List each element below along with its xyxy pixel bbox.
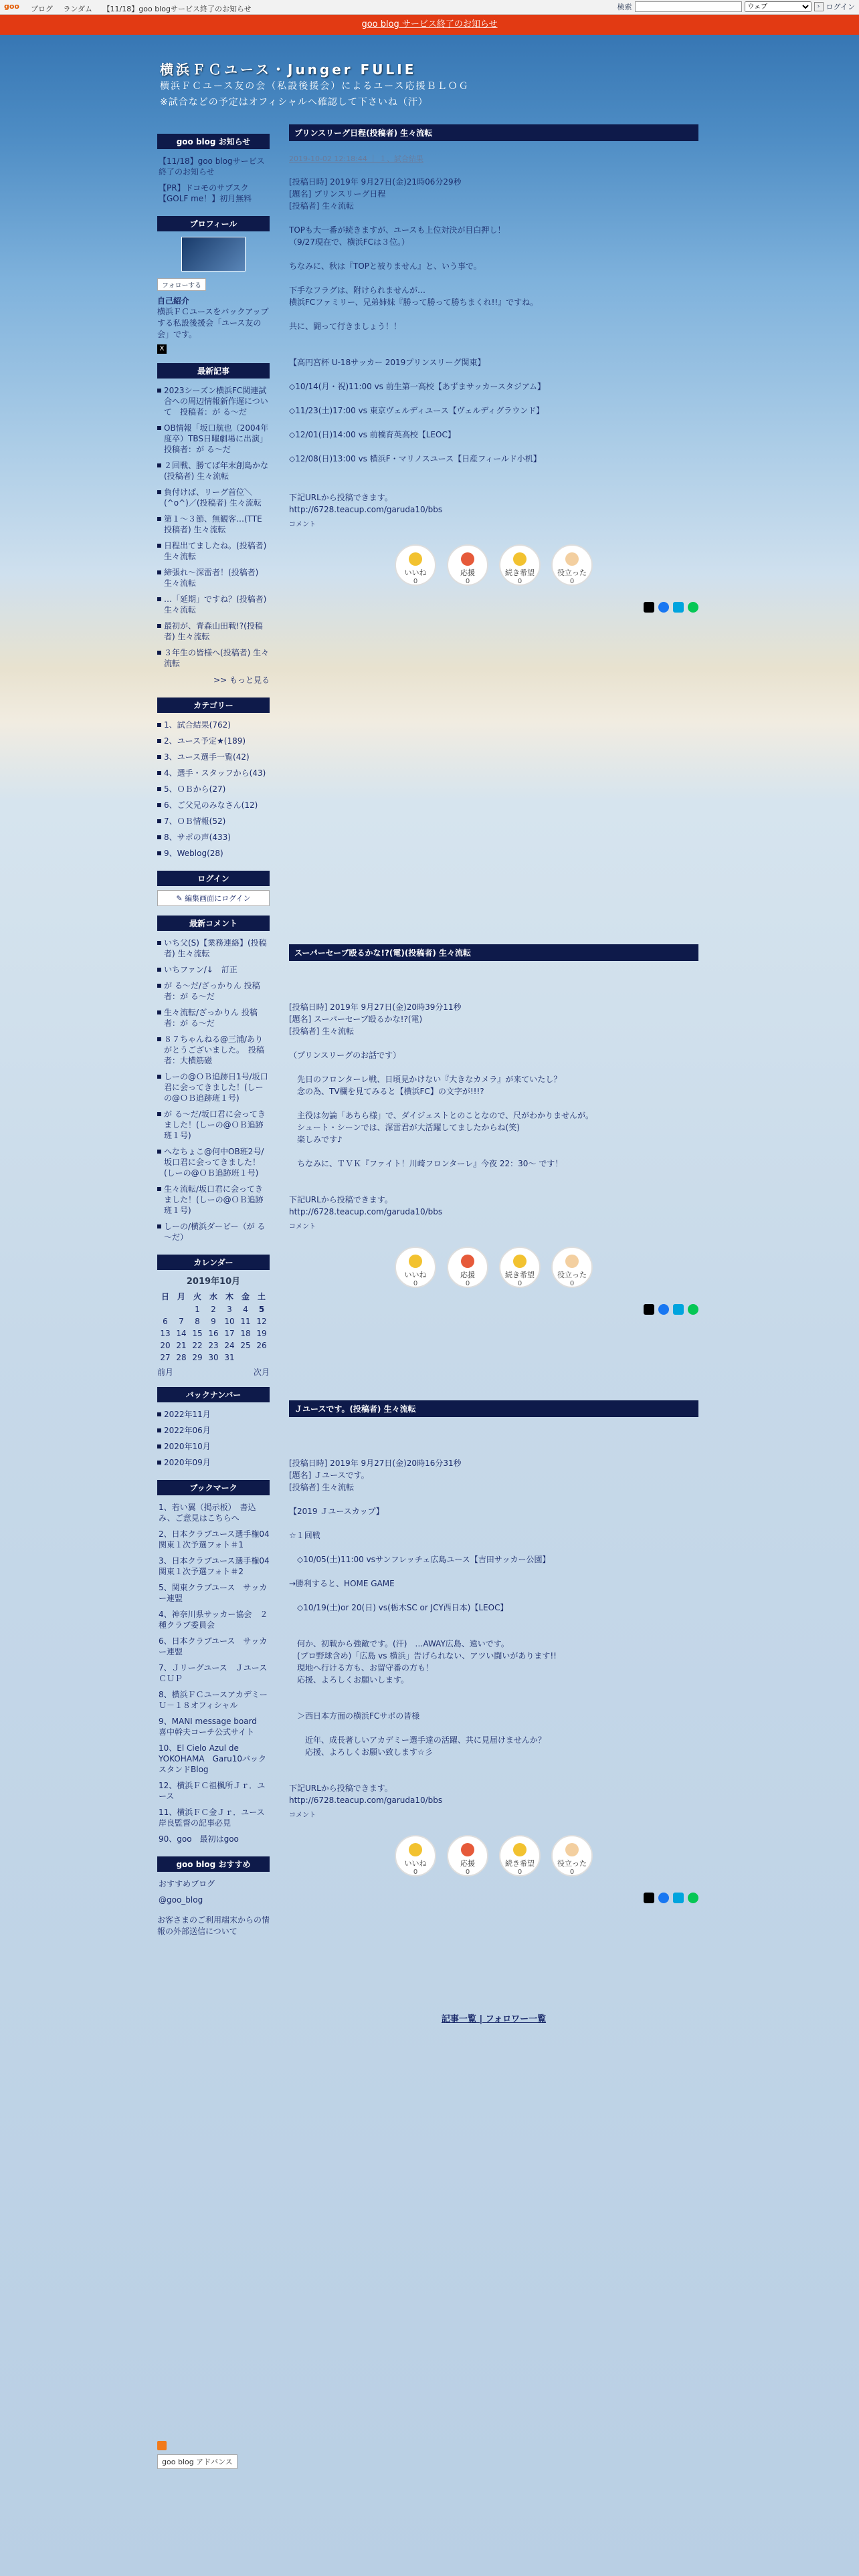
- sidebar: [157, 134, 278, 1947]
- goo-topbar: [0, 0, 859, 15]
- login-link[interactable]: ログイン: [826, 3, 855, 11]
- goo-news-heading: goo blog お知らせ: [157, 134, 270, 149]
- comment-item[interactable]: 生々流転/坂口君に会ってきました！(しーの@ＯＢ追跡班１号): [157, 1181, 270, 1218]
- bookmark-item[interactable]: 6、日本クラブユース サッカー連盟: [159, 1636, 268, 1656]
- x-share-icon[interactable]: [644, 602, 654, 613]
- profile-heading: プロフィール: [157, 216, 270, 231]
- goo-news-item[interactable]: 【11/18】goo blogサービス終了のお知らせ: [159, 156, 265, 177]
- login-box: [157, 871, 270, 906]
- recent-post-item[interactable]: OB情報「坂口航也（2004年度卒）TBS日曜劇場に出演」 投稿者：が る～だ: [157, 420, 270, 457]
- reaction-buttons: [289, 1835, 698, 1876]
- search-label: 検索: [617, 3, 632, 11]
- follow-button[interactable]: フォローする: [157, 278, 206, 291]
- post-3: [289, 1400, 698, 1903]
- reaction-like-button[interactable]: いいね 0: [395, 1247, 436, 1288]
- advance-badge[interactable]: goo blog アドバンス: [157, 2454, 237, 2469]
- thumbs-up-icon: [409, 1255, 422, 1268]
- reaction-useful-button[interactable]: 役立った 0: [551, 1247, 593, 1288]
- post-footer: 下記URLから投稿できます。 http://6728.teacup.com/garuda10/bbs: [289, 1195, 443, 1216]
- calendar-heading: カレンダー: [157, 1255, 270, 1270]
- recent-post-item[interactable]: ２回戦、勝てば年末創島かな(投稿者) 生々流転: [157, 457, 270, 484]
- reaction-cheer-button[interactable]: 応援 0: [447, 1247, 488, 1288]
- reaction-buttons: [289, 544, 698, 586]
- footer-links[interactable]: 記事一覧 | フォロワー一覧: [441, 2014, 547, 2024]
- reaction-buttons: [289, 1247, 698, 1288]
- heart-eyes-icon: [513, 1843, 527, 1856]
- post-footer: 下記URLから投稿できます。 http://6728.teacup.com/garuda10/bbs: [289, 1784, 443, 1805]
- comments-heading: 最新コメント: [157, 916, 270, 931]
- edit-login-label: 編集画面にログイン: [185, 894, 251, 903]
- post-meta[interactable]: 2019-10-02 12:18:44 ｜ １、試合結果: [289, 154, 423, 163]
- bookmark-item[interactable]: 2、日本クラブユース選手権04 関東１次予選フォト＃1: [159, 1529, 278, 1549]
- blog-description: 横浜ＦＣユース友の会（私設後援会）によるユース応援ＢＬＯＧ: [160, 81, 470, 92]
- recent-post-item[interactable]: 2023シーズン横浜FC関連試合への周辺情報新作遅について 投稿者：が る～だ: [157, 383, 270, 420]
- bookmark-item[interactable]: 7、Ｊリーグユース ＪユースＣＵＰ: [159, 1663, 268, 1683]
- category-item[interactable]: 7、ＯＢ情報(52): [157, 813, 270, 829]
- goo-logo[interactable]: goo: [4, 2, 19, 11]
- nav-random[interactable]: ランダム: [63, 5, 93, 13]
- backnumber-item[interactable]: 2020年09月: [157, 1455, 270, 1471]
- comment-item[interactable]: しーの/横浜ダービー（が る～だ）: [157, 1218, 270, 1245]
- search-icon[interactable]: ›: [814, 2, 824, 11]
- comment-item[interactable]: しーの@ＯＢ追跡日1号/坂口君に会ってきました！(しーの@ＯＢ追跡班１号): [157, 1069, 270, 1106]
- category-box: [157, 697, 270, 861]
- category-item[interactable]: 4、選手・スタッフから(43): [157, 765, 270, 781]
- x-share-icon[interactable]: [644, 1304, 654, 1315]
- category-item[interactable]: 6、ご父兄のみなさん(12): [157, 797, 270, 813]
- category-heading: カテゴリー: [157, 697, 270, 713]
- reaction-useful-button[interactable]: 役立った 0: [551, 544, 593, 586]
- recent-post-item[interactable]: 締張れ～深雷者！(投稿者) 生々流転: [157, 564, 270, 591]
- calendar-prev[interactable]: 前月: [157, 1368, 174, 1377]
- advance-badge-area: [157, 2441, 270, 2469]
- goo-recommend-heading: goo blog おすすめ: [157, 1856, 270, 1872]
- x-share-icon[interactable]: [644, 1893, 654, 1903]
- bookmark-heading: ブックマーク: [157, 1480, 270, 1495]
- bookmark-item[interactable]: 12、横浜ＦＣ祖楓所Ｊｒ．ユース: [159, 1781, 266, 1801]
- heart-eyes-icon: [513, 552, 527, 566]
- service-end-notice[interactable]: goo blog サービス終了のお知らせ: [0, 15, 859, 35]
- recent-post-item[interactable]: 最初が、青森山田戦!?(投稿者) 生々流転: [157, 618, 270, 645]
- calendar-month: 2019年10月: [186, 1277, 241, 1287]
- recent-post-item[interactable]: …「延期」ですね？(投稿者) 生々流転: [157, 591, 270, 618]
- search-input[interactable]: [635, 1, 742, 12]
- post-1: [289, 124, 698, 613]
- bookmark-item[interactable]: 1、若い翼（掲示板） 書込み、ご意見はこちらへ: [159, 1503, 256, 1523]
- topbar-search: [617, 1, 855, 12]
- hand-icon: [565, 1255, 579, 1268]
- bookmark-item[interactable]: 5、関東クラブユース サッカー連盟: [159, 1583, 268, 1603]
- post-title[interactable]: プリンスリーグ日程(投稿者) 生々流転: [289, 124, 698, 141]
- facebook-share-icon[interactable]: [658, 602, 669, 613]
- reaction-like-button[interactable]: いいね 0: [395, 1835, 436, 1876]
- backnumber-box: [157, 1387, 270, 1471]
- category-item[interactable]: 9、Weblog(28): [157, 845, 270, 861]
- comment-item[interactable]: が る～だ/ざっかりん 投稿者：が る～だ: [157, 978, 270, 1004]
- line-share-icon[interactable]: [688, 1893, 698, 1903]
- login-heading: ログイン: [157, 871, 270, 886]
- calendar-next[interactable]: 次月: [253, 1368, 270, 1377]
- comment-item[interactable]: 生々流転/ざっかりん 投稿者：が る～だ: [157, 1004, 270, 1031]
- comment-item[interactable]: が る～だ/坂口君に会ってきました！(しーの@ＯＢ追跡班１号): [157, 1106, 270, 1144]
- profile-box: [157, 216, 270, 354]
- share-buttons: [289, 1304, 698, 1315]
- bookmark-item[interactable]: 8、横浜ＦＣユースアカデミー Ｕ－１８オフィシャル: [159, 1690, 276, 1710]
- bookmark-item[interactable]: 90、goo 最初はgoo: [159, 1834, 239, 1844]
- recent-heading: 最新記事: [157, 363, 270, 379]
- facebook-share-icon[interactable]: [658, 1304, 669, 1315]
- more-link[interactable]: >> もっと見る: [213, 675, 270, 685]
- bookmark-item[interactable]: 3、日本クラブユース選手権04 関東１次予選フォト＃2: [159, 1556, 278, 1576]
- category-item[interactable]: 1、試合結果(762): [157, 717, 270, 733]
- backnumber-item[interactable]: 2022年06月: [157, 1422, 270, 1438]
- calendar-box: [157, 1255, 270, 1378]
- post-2: [289, 944, 698, 1315]
- blog-title[interactable]: 横浜ＦＣユース・Junger FULIE: [160, 62, 417, 78]
- comment-item[interactable]: ８７ちゃんねる@三浦/ありがとうございました。 投稿者：大横筋磁: [157, 1031, 270, 1069]
- reaction-more-button[interactable]: 続き希望 0: [499, 544, 541, 586]
- post-title[interactable]: Ｊユースです。(投稿者) 生々流転: [289, 1400, 698, 1417]
- hatena-share-icon[interactable]: [673, 1304, 684, 1315]
- reaction-more-button[interactable]: 続き希望 0: [499, 1247, 541, 1288]
- comment-item[interactable]: いちファン/↓ 訂正: [157, 962, 270, 978]
- profile-image[interactable]: [181, 237, 246, 272]
- heart-eyes-icon: [513, 1255, 527, 1268]
- post-title[interactable]: スーパーセーブ殴るかな!?(電)(投稿者) 生々流転: [289, 944, 698, 961]
- bookmark-item[interactable]: 11、横浜ＦＣ金Ｊｒ．ユース 岸良監督の記事必見: [159, 1808, 273, 1828]
- category-item[interactable]: 8、サポの声(433): [157, 829, 270, 845]
- comments-box: [157, 916, 270, 1245]
- reaction-useful-button[interactable]: 役立った 0: [551, 1835, 593, 1876]
- reaction-cheer-button[interactable]: 応援 0: [447, 1835, 488, 1876]
- megaphone-icon: [461, 1255, 474, 1268]
- reaction-more-button[interactable]: 続き希望 0: [499, 1835, 541, 1876]
- facebook-share-icon[interactable]: [658, 1893, 669, 1903]
- megaphone-icon: [461, 552, 474, 566]
- category-item[interactable]: 3、ユース選手一覧(42): [157, 749, 270, 765]
- goo-recommend-item[interactable]: おすすめブログ: [159, 1879, 215, 1889]
- goo-twitter-item[interactable]: @goo_blog: [159, 1895, 203, 1905]
- thumbs-up-icon: [409, 552, 422, 566]
- pencil-icon: ✎: [176, 894, 185, 903]
- comment-link[interactable]: コメント: [289, 1812, 316, 1819]
- bookmark-item[interactable]: 4、神奈川県サッカー協会 ２種クラブ委員会: [159, 1610, 268, 1630]
- intro-label: 自己紹介: [157, 296, 190, 306]
- recent-post-item[interactable]: 第１～３節、無観客…(TTE投稿者) 生々流転: [157, 511, 270, 538]
- hand-icon: [565, 552, 579, 566]
- calendar-table: 日 月 火 水 木 金 土 1 2 3 4 5 6 7 8 9 10 11 12 13 14 15 16 17 18 19 20 21 22 23 24 25 26 27 28 29 30 31: [160, 1292, 267, 1362]
- intro-text: 横浜ＦＣユースをバックアップする私設後援会「ユース友の会」です。: [157, 307, 269, 339]
- goo-recommend-box: [157, 1856, 270, 1937]
- nav-notice[interactable]: 【11/18】goo blogサービス終了のお知らせ: [102, 5, 252, 13]
- share-buttons: [289, 1893, 698, 1903]
- line-share-icon[interactable]: [688, 602, 698, 613]
- blog-header: [151, 35, 707, 135]
- comment-item[interactable]: いち父(S)【業務連絡】(投稿者) 生々流転: [157, 935, 270, 962]
- bookmark-item[interactable]: 9、MANI message board 喜中幹夫コーチ公式サイト: [159, 1717, 265, 1737]
- recent-posts-box: [157, 363, 270, 688]
- comment-link[interactable]: コメント: [289, 521, 316, 528]
- bookmark-box: [157, 1480, 278, 1847]
- rss-icon[interactable]: [157, 2441, 167, 2450]
- thumbs-up-icon: [409, 1843, 422, 1856]
- goo-news-item[interactable]: 【PR】ドコモのサブスク【GOLF me！】初月無料: [159, 183, 252, 203]
- backnumber-item[interactable]: 2022年11月: [157, 1406, 270, 1422]
- bookmark-item[interactable]: 10、El Cielo Azul de YOKOHAMA Garu10バックスタンドBlog: [159, 1743, 267, 1774]
- category-item[interactable]: 2、ユース予定★(189): [157, 733, 270, 749]
- search-scope-select[interactable]: [745, 1, 812, 12]
- backnumber-heading: バックナンバー: [157, 1387, 270, 1402]
- external-transmission-note[interactable]: お客さまのご利用端末からの情報の外部送信について: [157, 1915, 270, 1936]
- backnumber-item[interactable]: 2020年10月: [157, 1438, 270, 1455]
- comment-item[interactable]: へなちょこ@何中OB班2号/坂口君に会ってきました！(しーの@ＯＢ追跡班１号): [157, 1144, 270, 1181]
- reaction-like-button[interactable]: いいね 0: [395, 544, 436, 586]
- megaphone-icon: [461, 1843, 474, 1856]
- nav-blog[interactable]: ブログ: [31, 5, 53, 13]
- hatena-share-icon[interactable]: [673, 1893, 684, 1903]
- recent-post-item[interactable]: ３年生の皆様へ(投稿者) 生々流転: [157, 645, 270, 671]
- blog-subdescription: ※試合などの予定はオフィシャルへ確認して下さいね（汗）: [160, 97, 428, 108]
- goo-news-box: [157, 134, 270, 207]
- category-item[interactable]: 5、ＯＢから(27): [157, 781, 270, 797]
- post-body: [投稿日時] 2019年 9月27日(金)20時39分11秒 [題名] スーパーセーブ殴るかな!?(電) [投稿者] 生々流転 （プリンスリーグのお話です） 先日のフロンターレ戦、日頃見かけない『大きなカメラ』が来ていたし？ 念の為、TV欄を見てみると【横浜FC】の文字が!!!? 主役は勿論「あちら様」で、ダイジェストとのことなので、尺がわかりませんが。 シュート・シーンでは、深雷君が大活躍してましたからね(笑) 楽しみです♪ ちなみに、ＴＶＫ『ファイト！川崎フロンターレ』今夜 22：30～ です！: [289, 1002, 594, 1168]
- line-share-icon[interactable]: [688, 1304, 698, 1315]
- post-footer: 下記URLから投稿できます。 http://6728.teacup.com/garuda10/bbs: [289, 493, 443, 514]
- recent-post-item[interactable]: 負付けば、リーグ首位＼(^o^)／(投稿者) 生々流転: [157, 484, 270, 511]
- topbar-nav: [31, 3, 260, 14]
- post-body: [投稿日時] 2019年 9月27日(金)20時16分31秒 [題名] Ｊユースです。 [投稿者] 生々流転 【2019 Ｊユースカップ】 ☆１回戦 ◇10/05(土)11:00 vsサンフレッチェ広島ユース【吉田サッカー公園】 →勝利すると、HOME GAME ◇10/19(土)or 20(日) vs(栃木SC or JCY西日本)【LEOC】 何か、初戦から強敵です。(汗) …AWAY広島、遠いです。 (プロ野球含め)「広島 vs 横浜」告げられない、アツい闘いがあります!! 現地へ行ける方も、お留守番の方も！ 応援、よろしくお願いします。 ＞西日本方面の横浜FCサポの皆様 近年、成長著しいアカデミー選手達の活躍、共に見届けませんか？ 応援、よろしくお願い致します☆彡: [289, 1459, 557, 1757]
- hatena-share-icon[interactable]: [673, 602, 684, 613]
- share-buttons: [289, 602, 698, 613]
- comment-link[interactable]: コメント: [289, 1223, 316, 1230]
- x-icon[interactable]: X: [157, 344, 167, 354]
- reaction-cheer-button[interactable]: 応援 0: [447, 544, 488, 586]
- hand-icon: [565, 1843, 579, 1856]
- edit-login-button[interactable]: [157, 890, 270, 906]
- recent-post-item[interactable]: 日程出てましたね。(投稿者) 生々流転: [157, 538, 270, 564]
- post-body: [投稿日時] 2019年 9月27日(金)21時06分29秒 [題名] プリンスリーグ日程 [投稿者] 生々流転 TOPも大一番が続きますが、ユースも上位対決が目白押し！ （9/27現在で、横浜FCは３位。） ちなみに、秋は『TOPと被りません』と、いう事で。 下手なフラグは、附けられませんが… 横浜FCファミリー、兄弟姉妹『勝って勝って勝ちまくれ!!』ですね。 共に、闘って行きましょう！！ 【高円宮杯 U-18サッカー 2019プリンスリーグ関東】 ◇10/14(月・祝)11:00 vs 前生第一高校【あずまサッカースタジアム】 ◇11/23(土)17:00 vs 東京ヴェルディユース【ヴェルディグラウンド】 ◇12/01(日)14:00 vs 前橋育英高校【LEOC】 ◇12/08(日)13:00 vs 横浜F・マリノスユース【日産フィールド小机】: [289, 177, 546, 463]
